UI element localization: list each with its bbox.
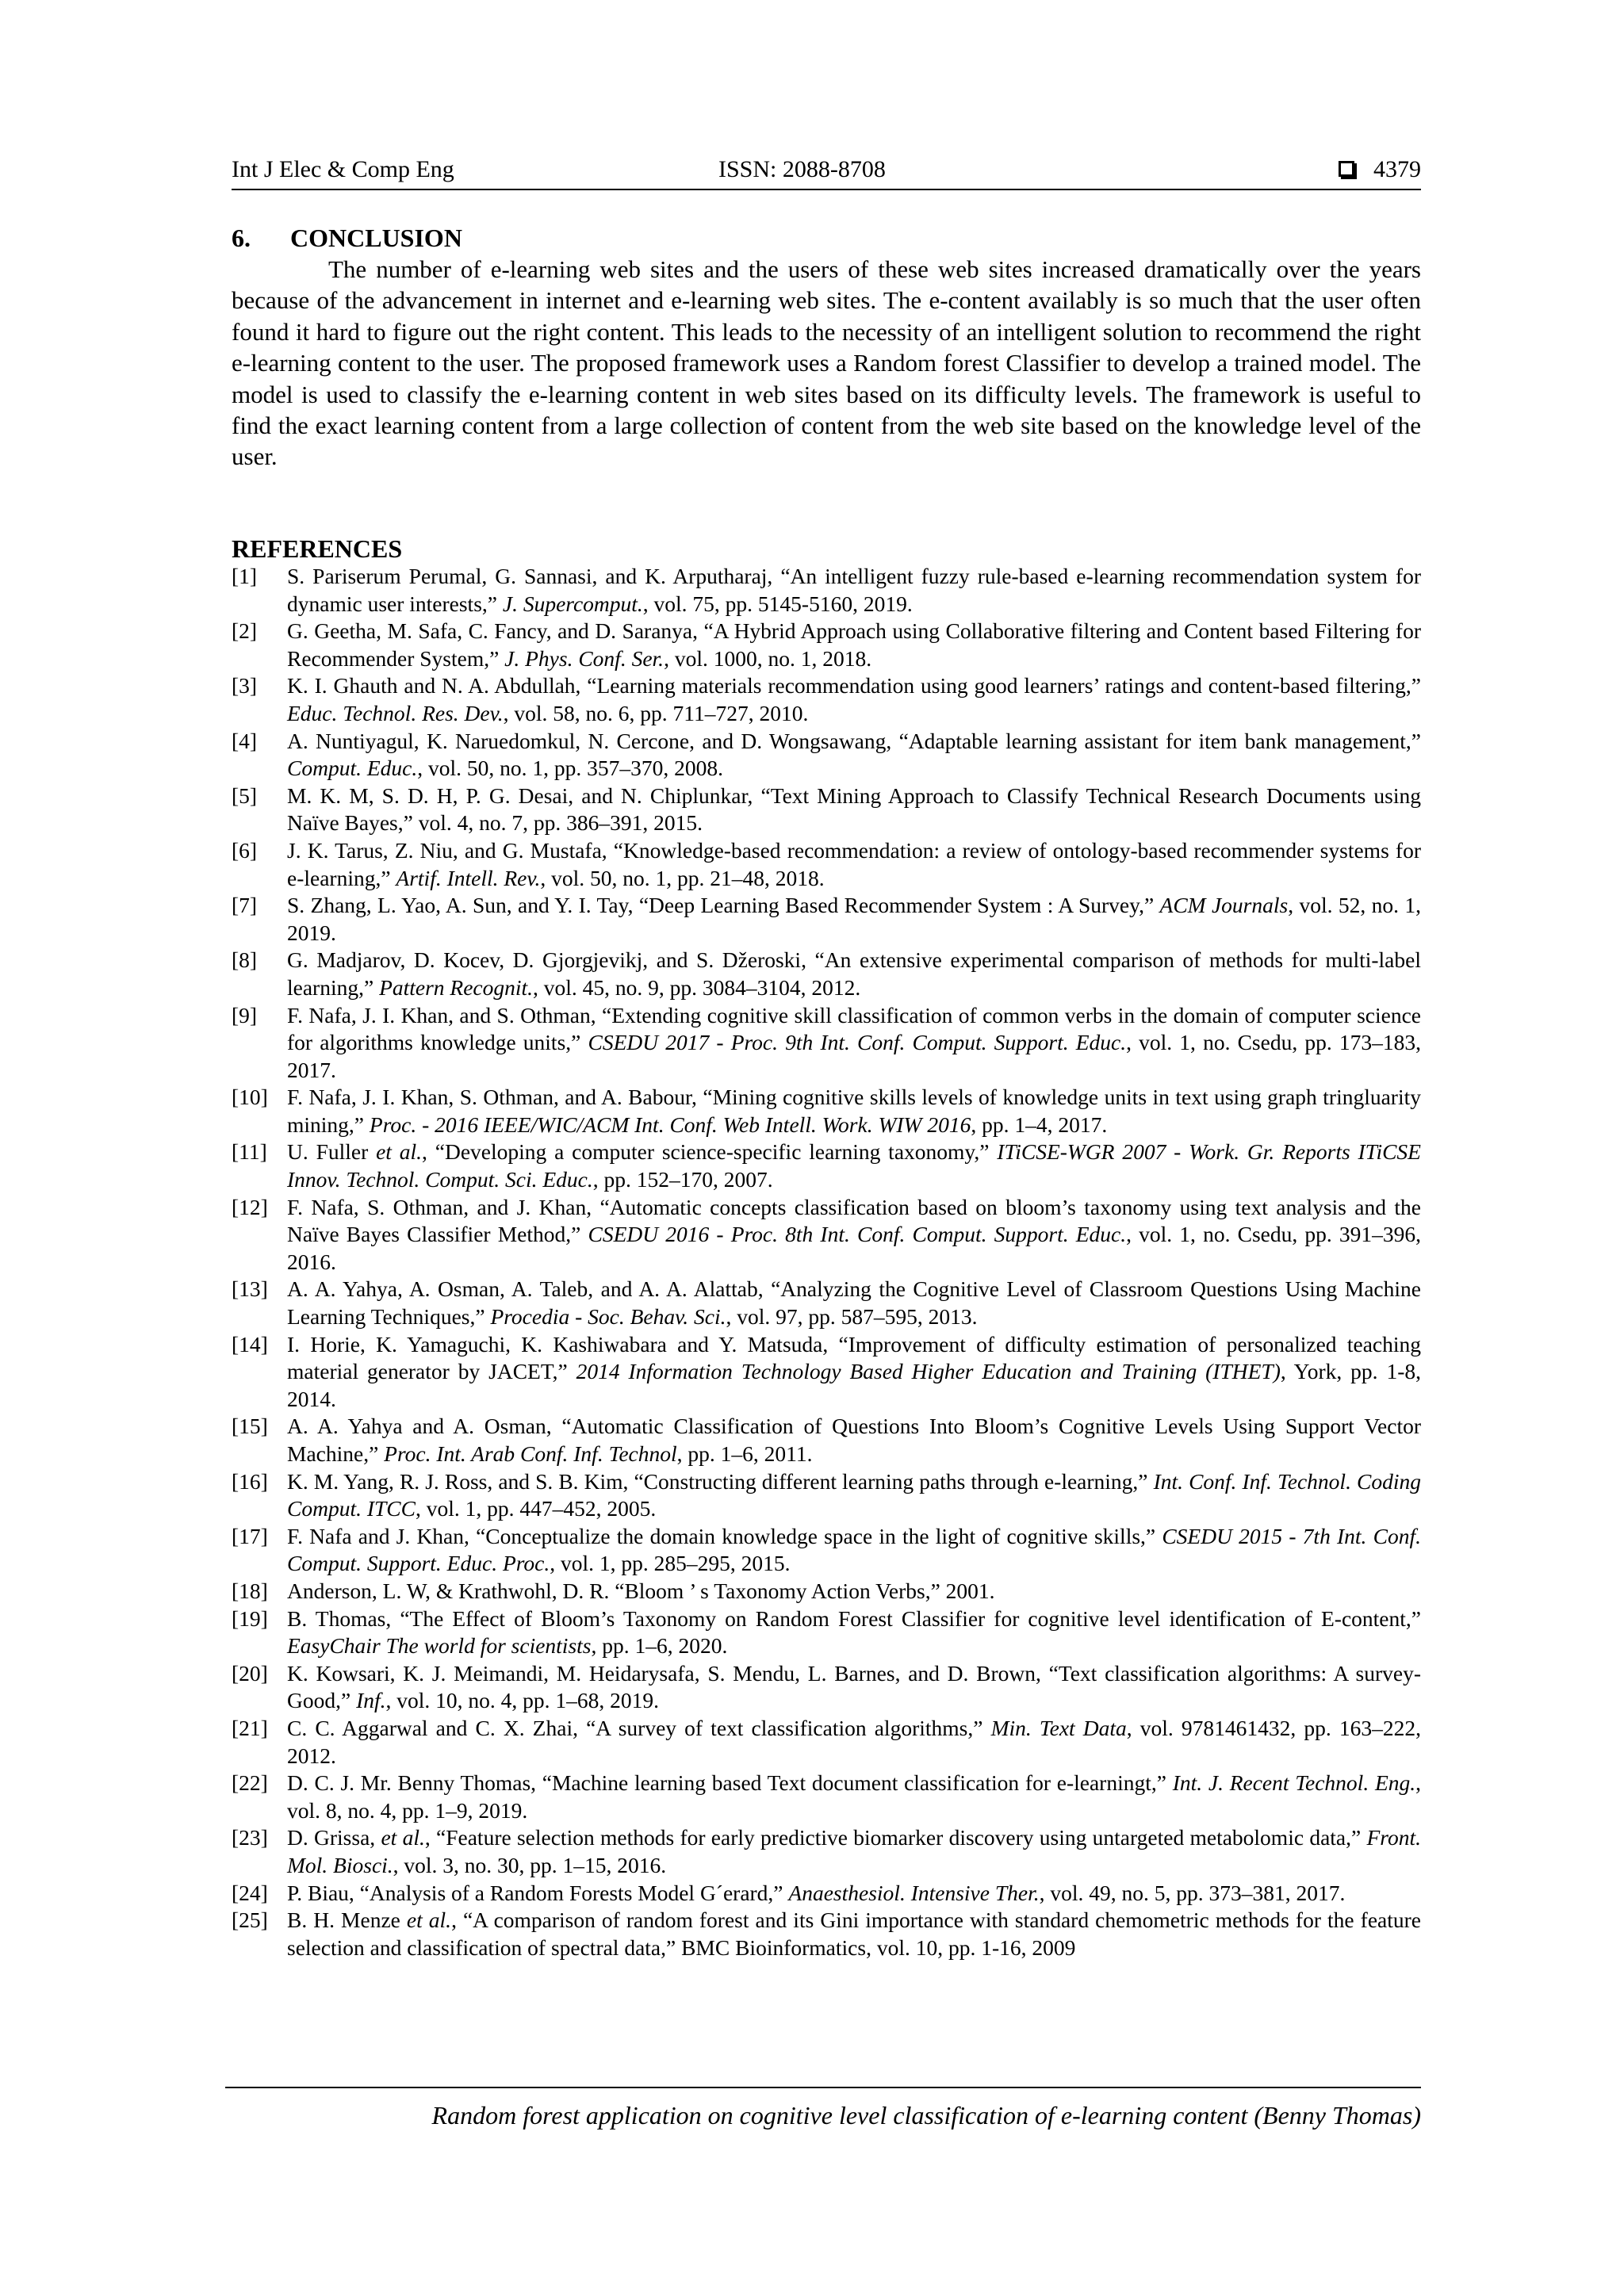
reference-source: Artif. Intell. Rev. (396, 865, 541, 890)
reference-number: [14] (232, 1331, 268, 1357)
reference-text: , “A comparison of random forest and its Gini importance with standard chemometric methods for the feature selection and classification of spectral data,” BMC Bioinformatics, vol. 10, pp. 1-16, 2009 (287, 1908, 1421, 1960)
reference-source: ACM Journals (1159, 893, 1289, 918)
reference-number: [11] (232, 1139, 267, 1165)
reference-number: [10] (232, 1085, 268, 1110)
running-header (232, 155, 1421, 187)
reference-number: [8] (232, 947, 258, 973)
reference-number: [17] (232, 1523, 268, 1548)
reference-source: ITiCSE-WGR 2007 - Work. Gr. Reports ITiCSE Innov. Technol. Comput. Sci. Educ. (287, 1139, 1421, 1192)
reference-item (232, 1276, 1421, 1330)
reference-item (232, 892, 1421, 947)
reference-text: G. Geetha, M. Safa, C. Fancy, and D. Saranya, “A Hybrid Approach using Collaborative filtering and Content based Filtering for Recommender System,” (287, 618, 1421, 671)
reference-number: [9] (232, 1002, 258, 1027)
reference-number: [13] (232, 1276, 268, 1302)
reference-text: B. H. Menze (287, 1908, 407, 1933)
reference-number: [19] (232, 1605, 268, 1631)
reference-text: B. Thomas, “The Effect of Bloom’s Taxonomy on Random Forest Classifier for cognitive level identification of E-content,” (287, 1605, 1421, 1631)
reference-text: , vol. 97, pp. 587–595, 2013. (726, 1304, 978, 1330)
reference-number: [7] (232, 893, 258, 918)
header-rule (232, 189, 1421, 190)
reference-number: [24] (232, 1880, 268, 1905)
reference-number: [25] (232, 1908, 268, 1933)
reference-text: , pp. 1–6, 2011. (676, 1441, 813, 1466)
reference-text: , pp. 1–6, 2020. (591, 1633, 728, 1659)
reference-text: M. K. M, S. D. H, P. G. Desai, and N. Chiplunkar, “Text Mining Approach to Classify Technical Research Documents using Naïve Bayes,” vol. 4, no. 7, pp. 386–391, 2015. (287, 783, 1421, 836)
reference-text: , vol. 52, no. 1, 2019. (287, 893, 1421, 945)
reference-text: , vol. 1, no. Csedu, pp. 173–183, 2017. (287, 1030, 1422, 1082)
reference-source: Pattern Recognit. (379, 974, 534, 1000)
reference-number: [4] (232, 728, 258, 753)
reference-text: , vol. 9781461432, pp. 163–222, 2012. (287, 1715, 1422, 1768)
reference-item (232, 1523, 1421, 1578)
reference-text: , pp. 152–170, 2007. (592, 1167, 773, 1192)
reference-text: , vol. 8, no. 4, pp. 1–9, 2019. (287, 1770, 1421, 1823)
reference-item (232, 1468, 1421, 1523)
reference-item (232, 1715, 1421, 1770)
reference-number: [16] (232, 1468, 268, 1494)
reference-source: Proc. Int. Arab Conf. Inf. Technol (384, 1441, 677, 1466)
reference-source: CSEDU 2015 - 7th Int. Conf. Comput. Support. Educ. Proc. (287, 1523, 1421, 1576)
reference-source: Educ. Technol. Res. Dev. (287, 700, 504, 725)
reference-text: , pp. 1–4, 2017. (971, 1112, 1108, 1137)
reference-text: , vol. 3, no. 30, pp. 1–15, 2016. (393, 1852, 667, 1877)
reference-text: , vol. 1, pp. 447–452, 2005. (415, 1496, 657, 1521)
reference-item (232, 783, 1421, 837)
reference-source: Int. J. Recent Technol. Eng. (1172, 1770, 1416, 1796)
references-heading: REFERENCES (232, 534, 403, 563)
reference-source: J. Supercomput. (502, 591, 643, 616)
reference-text: , vol. 1, no. Csedu, pp. 391–396, 2016. (287, 1222, 1422, 1274)
reference-number: [21] (232, 1715, 268, 1740)
reference-text: A. A. Yahya and A. Osman, “Automatic Classification of Questions Into Bloom’s Cognitive Levels Using Support Vector Machine,” (287, 1414, 1421, 1466)
reference-text: F. Nafa, J. I. Khan, and S. Othman, “Extending cognitive skill classification of common verbs in the domain of computer science for algorithms knowledge units,” (287, 1002, 1421, 1055)
reference-text: I. Horie, K. Yamaguchi, K. Kashiwabara and Y. Matsuda, “Improvement of difficulty estimation of personalized teaching material generator by JACET,” (287, 1331, 1421, 1384)
reference-source: CSEDU 2017 - Proc. 9th Int. Conf. Comput. Support. Educ. (588, 1030, 1127, 1055)
reference-source: J. Phys. Conf. Ser. (504, 645, 665, 671)
reference-source: Int. Conf. Inf. Technol. Coding Comput. ITCC (287, 1468, 1421, 1521)
reference-item (232, 1824, 1421, 1879)
reference-text: , vol. 10, no. 4, pp. 1–68, 2019. (385, 1688, 660, 1713)
reference-number: [3] (232, 673, 258, 698)
issn: ISSN: 2088-8708 (718, 156, 886, 182)
reference-text: F. Nafa, J. I. Khan, S. Othman, and A. Babour, “Mining cognitive skills levels of knowledge units in text using graph tringluarity mining,” (287, 1085, 1421, 1137)
page-number: 4379 (1373, 156, 1421, 182)
reference-item (232, 1084, 1421, 1138)
reference-source: CSEDU 2016 - Proc. 8th Int. Conf. Comput. Support. Educ. (588, 1222, 1127, 1247)
reference-text: , “Feature selection methods for early predictive biomarker discovery using untargeted metabolomic data,” (424, 1825, 1367, 1850)
reference-source: Comput. Educ. (287, 756, 418, 781)
reference-source: Front. Mol. Biosci. (287, 1825, 1421, 1877)
reference-number: [18] (232, 1578, 268, 1603)
reference-list (232, 563, 1421, 1961)
reference-text: S. Pariserum Perumal, G. Sannasi, and K. Arputharaj, “An intelligent fuzzy rule-based e-learning recommendation system for dynamic user interests,” (287, 564, 1421, 616)
conclusion-paragraph: The number of e-learning web sites and the users of these web sites increased dramatically over the years because of the advancement in internet and e-learning web sites. The e-content availably is so much that the user often found it hard to figure out the right content. This leads to the necessity of an intelligent solution to recommend the right e-learning content to the user. The proposed framework uses a Random forest Classifier to develop a trained model. The model is used to classify the e-learning content in web sites based on its difficulty levels. The framework is useful to find the exact learning content from a large collection of content from the web site based on the knowledge level of the user. (232, 255, 1421, 471)
reference-source: et al. (406, 1908, 452, 1933)
reference-item (232, 1413, 1421, 1468)
reference-number: [1] (232, 564, 258, 588)
section-heading (232, 224, 462, 252)
reference-text: K. I. Ghauth and N. A. Abdullah, “Learning materials recommendation using good learners’ ratings and content-based filtering,” (287, 673, 1421, 698)
reference-item (232, 618, 1421, 672)
reference-item (232, 728, 1421, 783)
reference-item (232, 1880, 1421, 1908)
reference-item (232, 947, 1421, 1001)
reference-number: [20] (232, 1660, 268, 1686)
section-title: CONCLUSION (290, 224, 462, 252)
reference-source: EasyChair The world for scientists (287, 1633, 592, 1659)
reference-text: , vol. 1000, no. 1, 2018. (664, 645, 872, 671)
reference-number: [6] (232, 837, 258, 863)
reference-number: [5] (232, 783, 258, 808)
square-bullet-icon (1339, 161, 1354, 177)
reference-text: F. Nafa and J. Khan, “Conceptualize the domain knowledge space in the light of cognitive skills,” (287, 1523, 1162, 1548)
reference-text: A. A. Yahya, A. Osman, A. Taleb, and A. A. Alattab, “Analyzing the Cognitive Level of Classroom Questions Using Machine Learning Techniques,” (287, 1276, 1421, 1330)
reference-text: U. Fuller (287, 1139, 377, 1165)
reference-text: G. Madjarov, D. Kocev, D. Gjorgjevikj, and S. Džeroski, “An extensive experimental comparison of methods for multi-label learning,” (287, 947, 1421, 1000)
reference-number: [23] (232, 1825, 268, 1850)
reference-number: [12] (232, 1194, 268, 1219)
reference-text: , vol. 45, no. 9, pp. 3084–3104, 2012. (533, 974, 861, 1000)
reference-source: et al. (376, 1139, 423, 1165)
reference-item (232, 1331, 1421, 1414)
reference-source: Inf. (356, 1688, 386, 1713)
reference-item (232, 1002, 1421, 1085)
reference-text: , vol. 58, no. 6, pp. 711–727, 2010. (503, 700, 809, 725)
reference-item (232, 837, 1421, 892)
reference-text: , vol. 50, no. 1, pp. 21–48, 2018. (540, 865, 825, 890)
reference-text: A. Nuntiyagul, K. Naruedomkul, N. Cercone, and D. Wongsawang, “Adaptable learning assistant for item bank management,” (287, 728, 1421, 753)
footer-rule (225, 2087, 1421, 2088)
journal-name: Int J Elec & Comp Eng (232, 156, 454, 182)
reference-text: , vol. 75, pp. 5145-5160, 2019. (642, 591, 913, 616)
reference-text: F. Nafa, S. Othman, and J. Khan, “Automatic concepts classification based on bloom’s taxonomy using text analysis and the Naïve Bayes Classifier Method,” (287, 1194, 1421, 1247)
reference-source: Min. Text Data (990, 1715, 1127, 1740)
running-footer: Random forest application on cognitive level classification of e-learning content (Benny Thomas) (431, 2101, 1421, 2130)
reference-text: D. C. J. Mr. Benny Thomas, “Machine learning based Text document classification for e-learningt,” (287, 1770, 1173, 1796)
reference-source: Proc. - 2016 IEEE/WIC/ACM Int. Conf. Web Intell. Work. WIW 2016 (369, 1112, 971, 1137)
reference-source: et al. (381, 1825, 425, 1850)
reference-text: , York, pp. 1-8, 2014. (287, 1359, 1421, 1411)
reference-item (232, 1578, 1421, 1605)
reference-number: [2] (232, 618, 258, 644)
reference-item (232, 1907, 1421, 1961)
reference-text: C. C. Aggarwal and C. X. Zhai, “A survey of text classification algorithms,” (287, 1715, 991, 1740)
reference-source: 2014 Information Technology Based Higher Education and Training (ITHET) (576, 1359, 1281, 1384)
reference-text: , vol. 1, pp. 285–295, 2015. (550, 1551, 791, 1576)
section-number: 6. (232, 224, 251, 252)
reference-text: S. Zhang, L. Yao, A. Sun, and Y. I. Tay, “Deep Learning Based Recommender System : A Survey,” (287, 893, 1160, 918)
reference-source: Anaesthesiol. Intensive Ther. (788, 1880, 1040, 1905)
reference-item (232, 1194, 1421, 1276)
reference-text: Anderson, L. W, & Krathwohl, D. R. “Bloom ’ s Taxonomy Action Verbs,” 2001. (287, 1578, 995, 1603)
reference-text: P. Biau, “Analysis of a Random Forests Model G´erard,” (287, 1880, 789, 1905)
reference-text: J. K. Tarus, Z. Niu, and G. Mustafa, “Knowledge-based recommendation: a review of ontology-based recommender systems for e-learning,” (287, 837, 1421, 890)
reference-text: K. Kowsari, K. J. Meimandi, M. Heidarysafa, S. Mendu, L. Barnes, and D. Brown, “Text classification algorithms: A survey-Good,” (287, 1660, 1421, 1713)
reference-item (232, 1770, 1421, 1824)
reference-text: , “Developing a computer science-specific learning taxonomy,” (422, 1139, 998, 1165)
reference-text: K. M. Yang, R. J. Ross, and S. B. Kim, “Constructing different learning paths through e-learning,” (287, 1468, 1154, 1494)
reference-item (232, 1660, 1421, 1715)
reference-item (232, 1138, 1421, 1193)
reference-text: D. Grissa, (287, 1825, 381, 1850)
reference-text: , vol. 50, no. 1, pp. 357–370, 2008. (417, 756, 723, 781)
reference-item (232, 672, 1421, 727)
reference-item (232, 563, 1421, 618)
reference-source: Procedia - Soc. Behav. Sci. (490, 1304, 726, 1330)
reference-number: [22] (232, 1770, 268, 1796)
reference-text: , vol. 49, no. 5, pp. 373–381, 2017. (1039, 1880, 1346, 1905)
reference-number: [15] (232, 1414, 268, 1439)
reference-item (232, 1605, 1421, 1660)
